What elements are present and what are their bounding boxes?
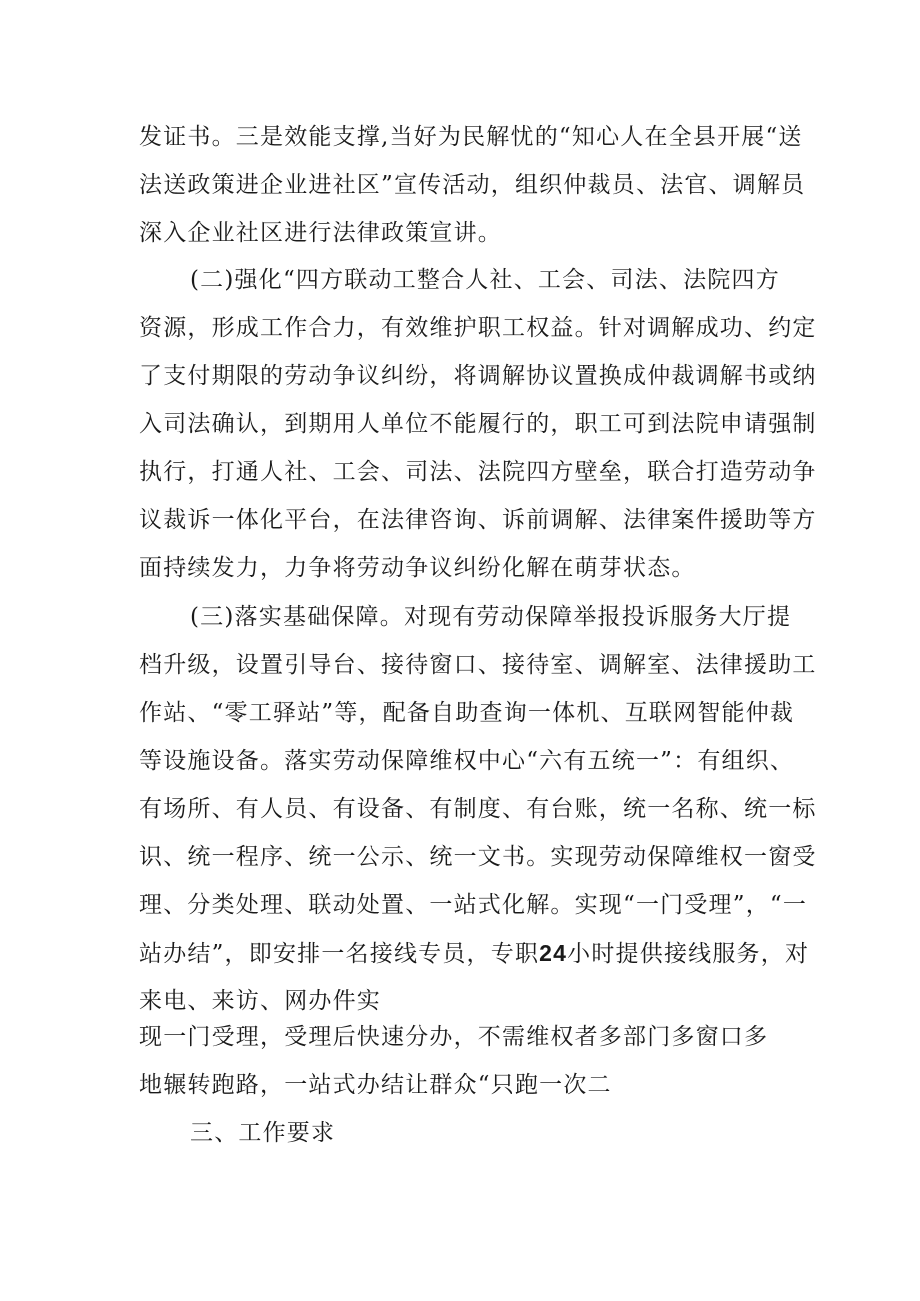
paragraph-line: 法送政策进企业进社区”宣传活动，组织仲裁员、法官、调解员	[139, 172, 806, 198]
hours-number: 24	[539, 940, 568, 966]
line-text: 小时提供接线服务，对	[567, 941, 810, 967]
paragraph-line: 识、统一程序、统一公示、统一文书。实现劳动保障维权一窗受	[139, 844, 817, 870]
paragraph-line: 理、分类处理、联动处置、一站式化解。实现“一门受理”，“一	[139, 892, 808, 918]
paragraph-line: 议裁诉一体化平台，在法律咨询、诉前调解、法律案件援助等方	[139, 507, 817, 533]
paragraph-line: 地辗转跑路，一站式办结让群众“只跑一次二	[139, 1072, 612, 1098]
paragraph-line: 执行，打通人社、工会、司法、法院四方壁垒，联合打造劳动争	[139, 459, 817, 485]
paragraph-line: 资源，形成工作合力，有效维护职工权益。针对调解成功、约定	[139, 315, 817, 341]
paragraph-line	[139, 938, 809, 968]
section-title: 三、工作要求	[190, 1120, 336, 1146]
paragraph-line: 入司法确认，到期用人单位不能履行的，职工可到法院申请强制	[139, 411, 817, 437]
section-heading-line: (三)落实基础保障。对现有劳动保障举报投诉服务大厅提	[190, 604, 792, 630]
paragraph-line: 来电、来访、网办件实	[139, 988, 381, 1014]
section-heading-line: (二)强化“四方联动工整合人社、工会、司法、法院四方	[190, 267, 780, 293]
paragraph-line: 作站、“零工驿站”等，配备自助查询一体机、互联网智能仲裁	[139, 700, 795, 726]
paragraph-line: 深入企业社区进行法律政策宣讲。	[139, 220, 502, 246]
paragraph-line: 面持续发力，力争将劳动争议纠纷化解在萌芽状态。	[139, 555, 696, 581]
line-text: 站办结”，即安排一名接线专员，专职	[139, 941, 540, 967]
paragraph-line: 现一门受理，受理后快速分办，不需维权者多部门多窗口多	[139, 1024, 769, 1050]
paragraph-line: 有场所、有人员、有设备、有制度、有台账，统一名称、统一标	[139, 796, 817, 822]
paragraph-line: 档升级，设置引导台、接待窗口、接待室、调解室、法律援助工	[139, 652, 817, 678]
paragraph-line: 等设施设备。落实劳动保障维权中心“六有五统一”：有组织、	[139, 748, 795, 774]
paragraph-line: 了支付期限的劳动争议纠纷，将调解协议置换成仲裁调解书或纳	[139, 363, 817, 389]
paragraph-line: 发证书。三是效能支撑,当好为民解忧的“知心人在全县开展“送	[139, 124, 803, 150]
